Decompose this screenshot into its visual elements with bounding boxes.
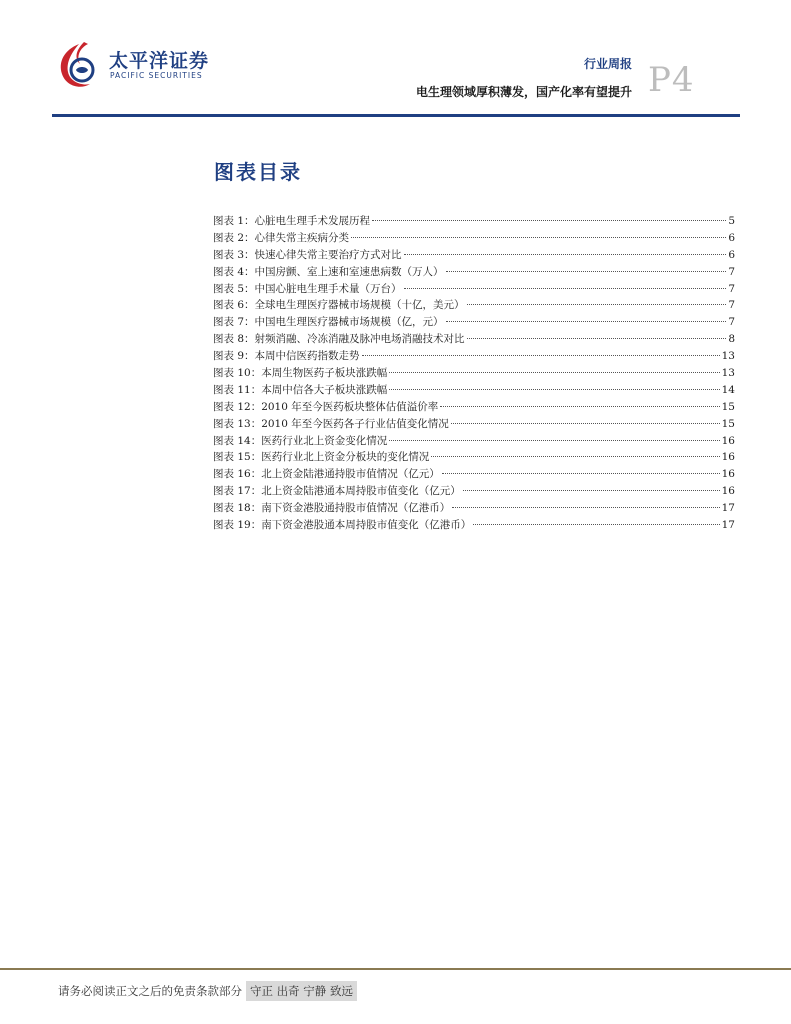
toc-entry-label: 图表 4：中国房颤、室上速和室速患病数（万人） (213, 265, 444, 278)
toc-entry-label: 图表 11：本周中信各大子板块涨跌幅 (213, 383, 388, 396)
footer-motto: 守正 出奇 宁静 致远 (246, 981, 357, 1001)
toc-entry-label: 图表 8：射频消融、冷冻消融及脉冲电场消融技术对比 (213, 333, 465, 346)
dot-leader (404, 288, 727, 289)
toc-entry[interactable] (213, 483, 735, 500)
dot-leader (467, 304, 727, 305)
toc-heading: 图表目录 (214, 160, 302, 184)
dot-leader (372, 220, 726, 221)
toc-entry[interactable] (213, 399, 735, 416)
toc-entry-label: 图表 3：快速心律失常主要治疗方式对比 (213, 248, 402, 261)
dot-leader (362, 355, 720, 356)
toc-entry-page: 8 (728, 333, 735, 346)
toc-entry-label: 图表 12：2010 年至今医药板块整体估值溢价率 (213, 400, 439, 413)
footer-divider (0, 968, 791, 970)
toc-entry-page: 16 (721, 434, 735, 447)
toc-entry-label: 图表 13：2010 年至今医药各子行业估值变化情况 (213, 417, 449, 430)
toc-entry[interactable] (213, 331, 735, 348)
toc-entry-label: 图表 5：中国心脏电生理手术量（万台） (213, 282, 402, 295)
toc-entry-page: 6 (728, 231, 735, 244)
toc-entry-page: 17 (721, 502, 735, 515)
toc-entry-label: 图表 16：北上资金陆港通持股市值情况（亿元） (213, 468, 440, 481)
toc-entry[interactable] (213, 416, 735, 433)
dot-leader (442, 473, 720, 474)
toc-entry-label: 图表 19：南下资金港股通本周持股市值变化（亿港币） (213, 519, 472, 532)
toc-entry-label: 图表 2：心律失常主疾病分类 (213, 231, 350, 244)
report-type: 行业周报 (583, 57, 632, 71)
toc-entry[interactable] (213, 281, 735, 298)
dot-leader (446, 321, 727, 322)
toc-entry[interactable] (213, 247, 735, 264)
dot-leader (473, 524, 719, 525)
toc-entry-label: 图表 17：北上资金陆港通本周持股市值变化（亿元） (213, 485, 461, 498)
dot-leader (389, 389, 719, 390)
logo-chinese-name: 太平洋证券 (109, 50, 210, 72)
dot-leader (451, 423, 720, 424)
toc-entry-page: 13 (721, 367, 735, 380)
pacific-securities-logo-icon (54, 40, 104, 92)
company-logo (54, 40, 214, 100)
toc-entry[interactable] (213, 433, 735, 450)
dot-leader (452, 507, 719, 508)
toc-entry-label: 图表 9：本周中信医药指数走势 (213, 350, 360, 363)
toc-entry[interactable] (213, 500, 735, 517)
toc-entry[interactable] (213, 382, 735, 399)
dot-leader (431, 456, 719, 457)
toc-entry-label: 图表 7：中国电生理医疗器械市场规模（亿，元） (213, 316, 444, 329)
dot-leader (440, 406, 719, 407)
dot-leader (467, 338, 727, 339)
toc-entry[interactable] (213, 466, 735, 483)
figure-list (213, 213, 735, 534)
toc-entry-page: 17 (721, 519, 735, 532)
toc-entry-label: 图表 14：医药行业北上资金变化情况 (213, 434, 388, 447)
page-number: P4 (648, 60, 695, 100)
toc-entry[interactable] (213, 297, 735, 314)
dot-leader (351, 237, 726, 238)
toc-entry[interactable] (213, 230, 735, 247)
toc-entry-page: 15 (721, 417, 735, 430)
toc-entry-label: 图表 18：南下资金港股通持股市值情况（亿港币） (213, 502, 451, 515)
footer (58, 981, 357, 1001)
toc-entry-page: 6 (728, 248, 735, 261)
toc-entry-page: 7 (728, 316, 735, 329)
dot-leader (389, 372, 719, 373)
toc-entry-page: 7 (728, 282, 735, 295)
dot-leader (446, 271, 727, 272)
toc-entry-page: 14 (721, 383, 735, 396)
toc-entry[interactable] (213, 314, 735, 331)
toc-entry[interactable] (213, 348, 735, 365)
toc-entry-page: 13 (721, 350, 735, 363)
toc-entry[interactable] (213, 264, 735, 281)
dot-leader (389, 440, 719, 441)
toc-entry[interactable] (213, 365, 735, 382)
toc-entry-label: 图表 1：心脏电生理手术发展历程 (213, 215, 371, 227)
toc-entry-page: 16 (721, 451, 735, 464)
toc-entry-page: 16 (721, 468, 735, 481)
toc-entry-label: 图表 6：全球电生理医疗器械市场规模（十亿，美元） (213, 299, 465, 312)
toc-entry-label: 图表 15：医药行业北上资金分板块的变化情况 (213, 451, 430, 464)
dot-leader (463, 490, 720, 491)
toc-entry[interactable] (213, 213, 735, 230)
toc-entry-page: 7 (728, 299, 735, 312)
dot-leader (404, 254, 727, 255)
toc-entry[interactable] (213, 517, 735, 534)
toc-entry-page: 7 (728, 265, 735, 278)
logo-english-name: PACIFIC SECURITIES (110, 71, 203, 80)
header-divider (52, 114, 740, 117)
toc-entry-page: 5 (728, 215, 735, 227)
toc-entry[interactable] (213, 449, 735, 466)
toc-entry-page: 16 (721, 485, 735, 498)
footer-disclaimer: 请务必阅读正文之后的免责条款部分 (58, 984, 242, 998)
toc-entry-page: 15 (721, 400, 735, 413)
report-title: 电生理领域厚积薄发，国产化率有望提升 (415, 85, 632, 99)
toc-entry-label: 图表 10：本周生物医药子板块涨跌幅 (213, 367, 388, 380)
